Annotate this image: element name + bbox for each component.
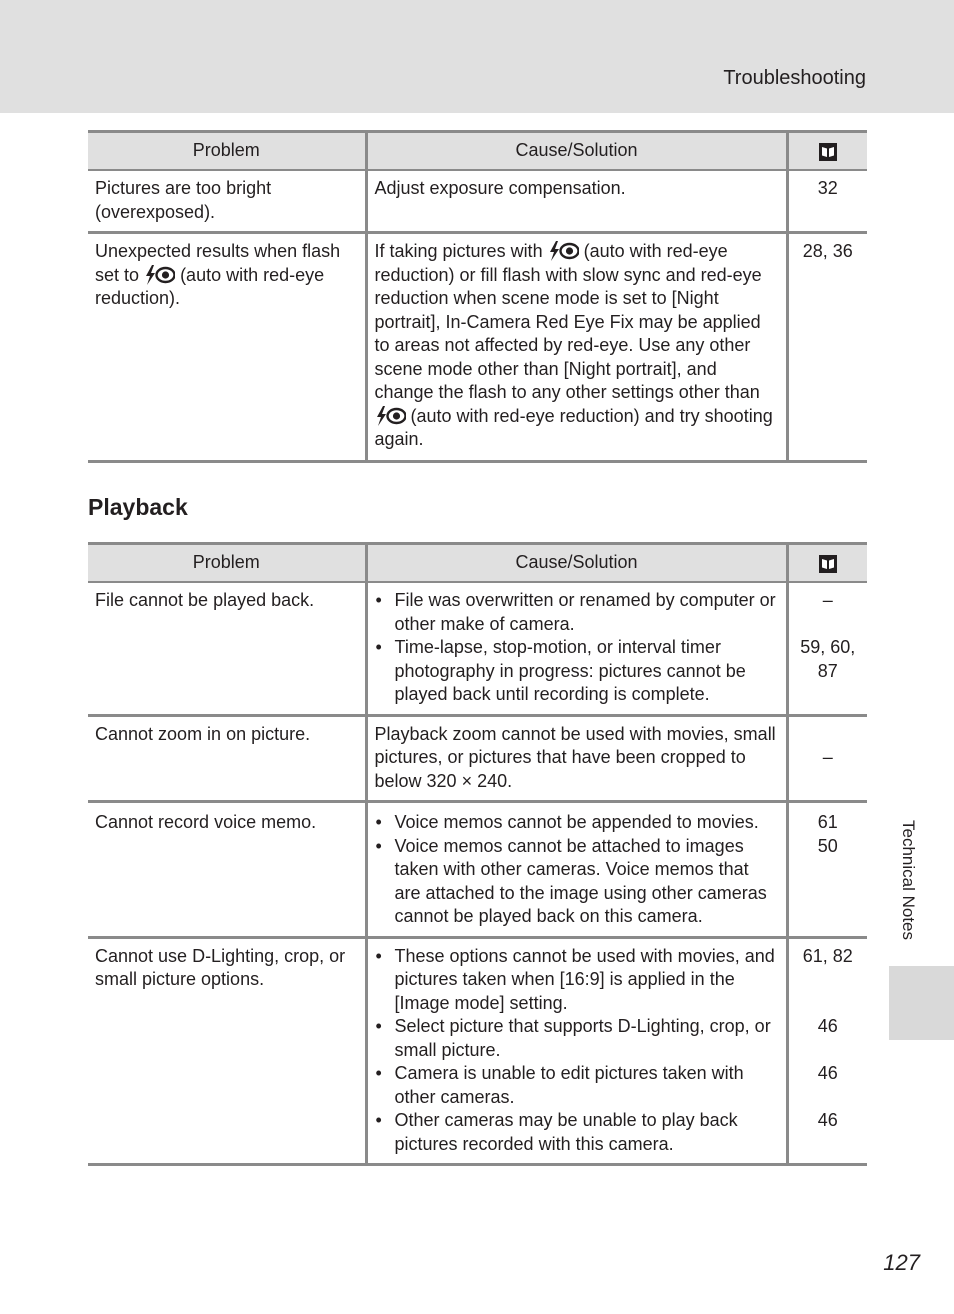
header-band	[0, 0, 954, 113]
list-item: • Voice memos cannot be appended to movies.	[375, 811, 779, 835]
problem-text: Unexpected results when flash set to	[95, 241, 341, 285]
header-title: Troubleshooting	[723, 67, 866, 89]
cause-cell: Adjust exposure compensation.	[366, 170, 787, 233]
table-header-row	[88, 132, 867, 171]
cause-list	[375, 811, 779, 929]
cause-header: Cause/Solution	[366, 132, 787, 171]
problem-cell: Cannot zoom in on picture.	[88, 715, 366, 802]
page-ref: 50	[817, 835, 838, 856]
table-row	[88, 937, 867, 1165]
problem-text: (auto with red-eye reduction).	[95, 264, 325, 308]
cause-text: If taking pictures with	[374, 241, 543, 261]
cause-cell	[366, 582, 787, 715]
cause-text: (auto with red-eye reduction) and try shooting again.	[374, 405, 773, 449]
page-cell	[787, 937, 867, 1165]
page-ref: –	[822, 590, 833, 610]
side-tab-label: Technical Notes	[899, 820, 918, 941]
cause-cell	[366, 233, 787, 462]
page-ref: 46	[817, 1063, 838, 1083]
page-number: 127	[883, 1250, 920, 1275]
list-item: • Voice memos cannot be attached to images taken with other cameras. Voice memos that are attached to the image using other cameras cannot be played back on this camera.	[375, 835, 779, 929]
side-tab-marker	[889, 966, 954, 1040]
list-item: • These options cannot be used with movies, and pictures taken when [16:9] is applied in the [Image mode] setting.	[375, 945, 779, 1016]
section-title-playback: Playback	[88, 494, 188, 520]
page-cell: 28, 36	[787, 233, 867, 462]
page-cell: 32	[787, 170, 867, 233]
problem-cell: Cannot record voice memo.	[88, 802, 366, 938]
flash-red-eye-icon	[144, 265, 175, 285]
table-row	[88, 802, 867, 938]
flash-red-eye-icon	[375, 406, 406, 426]
page-cell: –	[787, 715, 867, 802]
page-header	[787, 132, 867, 171]
book-reference-icon	[818, 142, 838, 162]
flash-red-eye-icon	[548, 241, 579, 261]
table-row	[88, 582, 867, 715]
table-row	[88, 715, 867, 802]
problem-header: Problem	[88, 544, 366, 583]
page-ref: 59, 60, 87	[800, 637, 856, 681]
page-header	[787, 544, 867, 583]
page-ref: 46	[817, 1016, 838, 1036]
problem-cell	[88, 233, 366, 462]
list-item: • Other cameras may be unable to play back pictures recorded with this camera.	[375, 1109, 779, 1156]
cause-header: Cause/Solution	[366, 544, 787, 583]
page-ref: 46	[817, 1110, 838, 1130]
page-cell	[787, 802, 867, 938]
page-cell	[787, 582, 867, 715]
cause-text: (auto with red-eye reduction) or fill flash with slow sync and red-eye reduction when scene mode is set to [Night portrait], In-Camera Red Eye Fix may be applied to areas not affected by red-eye. Use any other scene mode other than [Night portrait], and change the flash to any other settings other than	[374, 241, 762, 402]
cause-cell: Playback zoom cannot be used with movies, small pictures, or pictures that have been cropped to below 320 × 240.	[366, 715, 787, 802]
list-item: • Time-lapse, stop-motion, or interval timer photography in progress: pictures cannot be played back until recording is complete.	[375, 636, 779, 707]
troubleshooting-table-flash	[88, 130, 867, 463]
problem-header: Problem	[88, 132, 366, 171]
page-ref: 61, 82	[802, 945, 853, 966]
list-item: • File was overwritten or renamed by computer or other make of camera.	[375, 589, 779, 636]
cause-list	[375, 945, 779, 1157]
list-item: • Select picture that supports D-Lighting, crop, or small picture.	[375, 1015, 779, 1062]
book-reference-icon	[818, 554, 838, 574]
table-header-row	[88, 544, 867, 583]
cause-cell	[366, 937, 787, 1165]
table-row	[88, 233, 867, 462]
troubleshooting-table-playback	[88, 542, 867, 1166]
problem-cell: Cannot use D-Lighting, crop, or small picture options.	[88, 937, 366, 1165]
problem-cell: File cannot be played back.	[88, 582, 366, 715]
problem-cell: Pictures are too bright (overexposed).	[88, 170, 366, 233]
page-ref: 61	[817, 812, 838, 832]
cause-cell	[366, 802, 787, 938]
table-row	[88, 170, 867, 233]
list-item: • Camera is unable to edit pictures taken with other cameras.	[375, 1062, 779, 1109]
cause-list	[375, 589, 779, 707]
